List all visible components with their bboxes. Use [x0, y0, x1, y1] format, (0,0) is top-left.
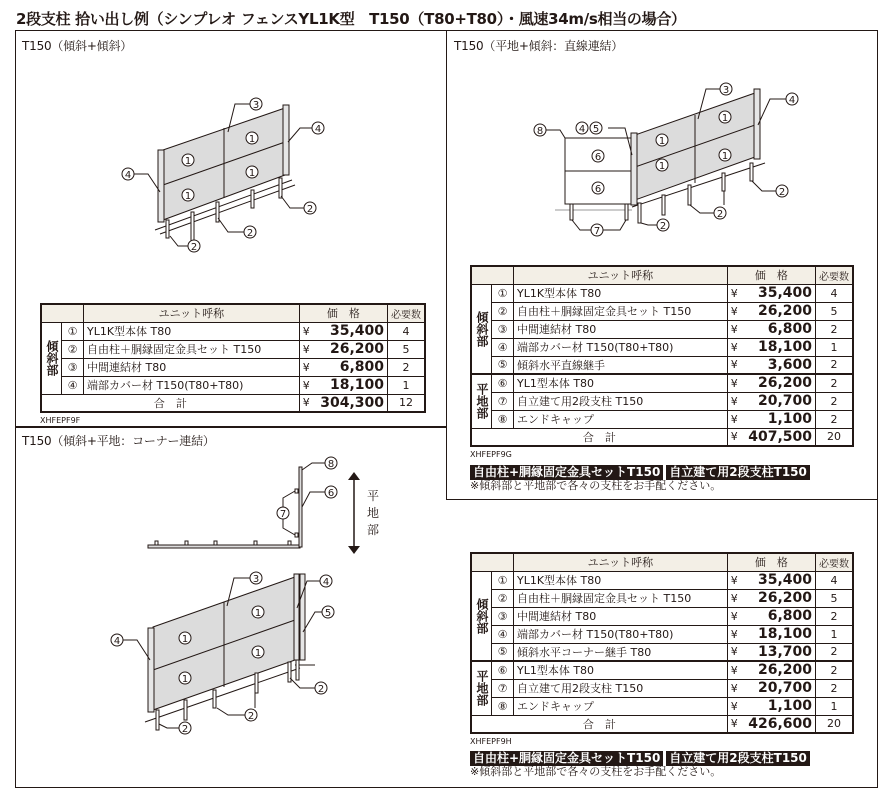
svg-text:2: 2: [247, 711, 255, 722]
svg-text:1: 1: [184, 191, 192, 202]
note-c: ※傾斜部と平地部で各々の支柱をお手配ください。: [470, 765, 722, 778]
product-code-a: XHFEPF9F: [40, 416, 81, 425]
divider-horizontal: [15, 426, 447, 428]
svg-text:1: 1: [721, 113, 729, 124]
svg-text:5: 5: [592, 124, 600, 135]
fence-diagram-flat-slope-straight: [520, 75, 820, 245]
svg-text:2: 2: [659, 221, 667, 232]
page-title: 2段支柱 拾い出し例（シンプレオ フェンスYL1K型 T150（T80+T80）・風速34m/s相当の場合）: [16, 10, 686, 28]
header-name: ユニット呼称: [84, 304, 300, 322]
svg-text:4: 4: [124, 170, 132, 181]
svg-text:1: 1: [254, 608, 262, 619]
svg-text:8: 8: [536, 126, 544, 137]
svg-text:8: 8: [327, 459, 335, 470]
parts-table-b: ユニット呼称 価 格 必要数 傾斜部 ① YL1K型本体 T80 ¥ 35,400 4 ② 自由柱＋胴縁固定金具セット T150 ¥ 26,200 5 ③ 中間連結材 T80 ¥ 6,800 2 ④ 端部カバー材 T150(T80+T80) ¥ 18,100 1 ⑤ 傾斜水平直線継手 ¥ 3,600 2 平地部 ⑥ YL1型本体 T80 ¥ 26,200 2 ⑦ 自立建て用2段支柱 T150 ¥ 20,700 2 ⑧ エンドキャップ ¥ 1,100 2 合 計 ¥ 407,500 20: [470, 265, 854, 447]
svg-text:2: 2: [306, 204, 314, 215]
svg-text:3: 3: [252, 574, 260, 585]
product-code-c: XHFEPF9H: [470, 737, 512, 746]
total-row: 合 計 ¥ 426,600 20: [471, 715, 853, 733]
svg-text:2: 2: [778, 187, 786, 198]
parts-table-c: ユニット呼称 価 格 必要数 傾斜部 ① YL1K型本体 T80 ¥ 35,400 4 ② 自由柱＋胴縁固定金具セット T150 ¥ 26,200 5 ③ 中間連結材 T80 ¥ 6,800 2 ④ 端部カバー材 T150(T80+T80) ¥ 18,100 1 ⑤ 傾斜水平コーナー継手 T80 ¥ 13,700 2 平地部 ⑥ YL1型本体 T80 ¥ 26,200 2 ⑦ 自立建て用2段支柱 T150 ¥ 20,700 2 ⑧ エンドキャップ ¥ 1,100 1 合 計 ¥ 426,600 20: [470, 552, 854, 734]
tag-free-post-set: 自由柱+胴縁固定金具セットT150: [470, 751, 663, 766]
table-row: ③ 中間連結材 T80 ¥ 6,800 2: [471, 320, 853, 338]
panel-a-title: T150（傾斜+傾斜）: [22, 39, 133, 53]
total-row: 合 計 ¥ 304,300 12: [41, 394, 425, 412]
fence-diagram-slope-flat-corner: [140, 455, 340, 555]
svg-text:1: 1: [658, 161, 666, 172]
svg-text:6: 6: [594, 184, 602, 195]
table-row: ② 自由柱＋胴縁固定金具セット T150 ¥ 26,200 5: [41, 340, 425, 358]
svg-text:2: 2: [246, 228, 254, 239]
table-row: ⑤ 傾斜水平コーナー継手 T80 ¥ 13,700 2: [471, 643, 853, 661]
tag-standalone-post: 自立建て用2段支柱T150: [666, 465, 810, 480]
svg-text:4: 4: [788, 95, 796, 106]
total-row: 合 計 ¥ 407,500 20: [471, 428, 853, 446]
header-price: 価 格: [299, 304, 387, 322]
svg-text:1: 1: [184, 156, 192, 167]
svg-text:4: 4: [578, 124, 586, 135]
svg-text:1: 1: [181, 674, 189, 685]
svg-text:1: 1: [254, 648, 262, 659]
section-label-slope: 傾斜部: [41, 322, 62, 394]
table-row: 傾斜部 ① YL1K型本体 T80 ¥ 35,400 4: [41, 322, 425, 340]
header-qty: 必要数: [388, 304, 426, 322]
panel-c-title: T150（傾斜+平地：コーナー連結）: [22, 434, 215, 448]
svg-text:4: 4: [314, 124, 322, 135]
table-row: ⑦ 自立建て用2段支柱 T150 ¥ 20,700 2: [471, 679, 853, 697]
product-code-b: XHFEPF9G: [470, 450, 512, 459]
table-row: ④ 端部カバー材 T150(T80+T80) ¥ 18,100 1: [41, 376, 425, 394]
table-row: 傾斜部 ① YL1K型本体 T80 ¥ 35,400 4: [471, 571, 853, 589]
table-row: 傾斜部 ① YL1K型本体 T80 ¥ 35,400 4: [471, 284, 853, 302]
svg-text:2: 2: [190, 242, 198, 253]
table-row: ④ 端部カバー材 T150(T80+T80) ¥ 18,100 1: [471, 338, 853, 356]
panel-b-title: T150（平地+傾斜：直線連結）: [454, 39, 624, 53]
svg-text:1: 1: [181, 634, 189, 645]
svg-text:1: 1: [721, 151, 729, 162]
svg-text:4: 4: [322, 577, 330, 588]
svg-text:4: 4: [113, 636, 121, 647]
svg-text:7: 7: [279, 509, 287, 520]
svg-text:1: 1: [248, 168, 256, 179]
svg-text:3: 3: [722, 85, 730, 96]
table-row: ⑧ エンドキャップ ¥ 1,100 2: [471, 410, 853, 428]
table-row: 平地部 ⑥ YL1型本体 T80 ¥ 26,200 2: [471, 374, 853, 392]
table-row: ② 自由柱＋胴縁固定金具セット T150 ¥ 26,200 5: [471, 302, 853, 320]
svg-text:1: 1: [658, 136, 666, 147]
parts-table-a: [40, 303, 426, 413]
tag-standalone-post: 自立建て用2段支柱T150: [666, 751, 810, 766]
svg-text:6: 6: [327, 488, 335, 499]
svg-text:2: 2: [716, 209, 724, 220]
table-row: ⑦ 自立建て用2段支柱 T150 ¥ 20,700 2: [471, 392, 853, 410]
note-b: ※傾斜部と平地部で各々の支柱をお手配ください。: [470, 479, 722, 492]
svg-text:2: 2: [317, 684, 325, 695]
svg-text:7: 7: [593, 226, 601, 237]
table-row: ⑤ 傾斜水平直線継手 ¥ 3,600 2: [471, 356, 853, 374]
table-row: ⑧ エンドキャップ ¥ 1,100 1: [471, 697, 853, 715]
fence-diagram-slope-slope: [100, 90, 340, 260]
svg-text:2: 2: [181, 724, 189, 735]
table-row: 平地部 ⑥ YL1型本体 T80 ¥ 26,200 2: [471, 661, 853, 679]
svg-text:1: 1: [248, 134, 256, 145]
svg-text:6: 6: [594, 152, 602, 163]
table-row: ④ 端部カバー材 T150(T80+T80) ¥ 18,100 1: [471, 625, 853, 643]
table-row: ③ 中間連結材 T80 ¥ 6,800 2: [41, 358, 425, 376]
tag-free-post-set: 自由柱+胴縁固定金具セットT150: [470, 465, 663, 480]
table-row: ② 自由柱＋胴縁固定金具セット T150 ¥ 26,200 5: [471, 589, 853, 607]
label-3: 3: [252, 100, 260, 111]
arrow-updown-icon: [348, 472, 360, 554]
flat-section-label: 平地部: [366, 489, 379, 537]
fence-diagram-corner-slope: [95, 560, 365, 750]
table-row: ③ 中間連結材 T80 ¥ 6,800 2: [471, 607, 853, 625]
svg-text:5: 5: [324, 608, 332, 619]
